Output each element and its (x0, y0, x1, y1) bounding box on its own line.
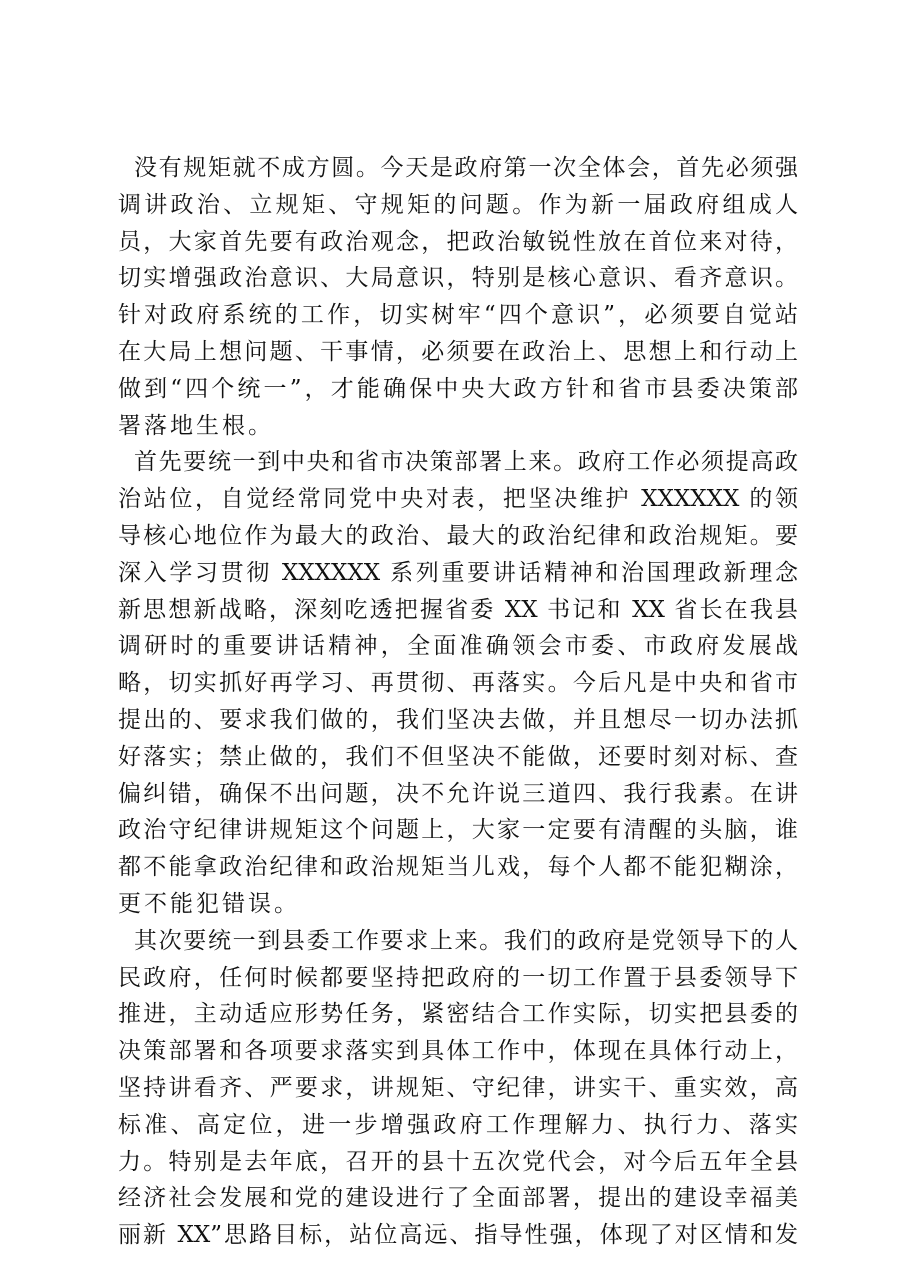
paragraph-line: 政治守纪律讲规矩这个问题上，大家一定要有清醒的头脑，谁 (118, 817, 798, 844)
paragraph-line: 力。特别是去年底，召开的县十五次党代会，对今后五年全县 (118, 1148, 798, 1175)
paragraph-line: 署落地生根。 (118, 412, 274, 439)
paragraph-line: 做到“四个统一”，才能确保中央大政方针和省市县委决策部 (118, 375, 798, 402)
paragraph-line: 推进，主动适应形势任务，紧密结合工作实际，切实把县委的 (118, 1001, 798, 1028)
paragraph-line: 标准、高定位，进一步增强政府工作理解力、执行力、落实 (118, 1111, 798, 1138)
paragraph-1 (118, 150, 798, 444)
paragraph-line: 丽新 XX”思路目标，站位高远、指导性强，体现了对区情和发 (118, 1222, 798, 1249)
paragraph-line: 导核心地位作为最大的政治、最大的政治纪律和政治规矩。要 (118, 522, 798, 549)
paragraph-line: 调研时的重要讲话精神，全面准确领会市委、市政府发展战 (118, 633, 798, 660)
document-body (118, 150, 798, 1254)
paragraph-line: 提出的、要求我们做的，我们坚决去做，并且想尽一切办法抓 (118, 706, 798, 733)
paragraph-line: 其次要统一到县委工作要求上来。我们的政府是党领导下的人 (134, 927, 798, 954)
paragraph-line: 调讲政治、立规矩、守规矩的问题。作为新一届政府组成人 (118, 191, 798, 218)
paragraph-2 (118, 444, 798, 922)
paragraph-line: 偏纠错，确保不出问题，决不允许说三道四、我行我素。在讲 (118, 780, 798, 807)
paragraph-line: 首先要统一到中央和省市决策部署上来。政府工作必须提高政 (134, 449, 798, 476)
paragraph-line: 更不能犯错误。 (118, 890, 300, 917)
paragraph-line: 民政府，任何时候都要坚持把政府的一切工作置于县委领导下 (118, 964, 798, 991)
paragraph-line: 深入学习贯彻 XXXXXX 系列重要讲话精神和治国理政新理念 (118, 559, 798, 586)
paragraph-line: 治站位，自觉经常同党中央对表，把坚决维护 XXXXXX 的领 (118, 486, 798, 513)
paragraph-line: 都不能拿政治纪律和政治规矩当儿戏，每个人都不能犯糊涂， (118, 854, 798, 881)
paragraph-line: 经济社会发展和党的建设进行了全面部署，提出的建设幸福美 (118, 1185, 798, 1212)
paragraph-line: 针对政府系统的工作，切实树牢“四个意识”，必须要自觉站 (118, 302, 798, 329)
paragraph-line: 坚持讲看齐、严要求，讲规矩、守纪律，讲实干、重实效，高 (118, 1074, 798, 1101)
paragraph-line: 新思想新战略，深刻吃透把握省委 XX 书记和 XX 省长在我县 (118, 596, 798, 623)
paragraph-3 (118, 923, 798, 1254)
paragraph-line: 决策部署和各项要求落实到具体工作中，体现在具体行动上， (118, 1038, 798, 1065)
paragraph-line: 在大局上想问题、干事情，必须要在政治上、思想上和行动上 (118, 338, 798, 365)
paragraph-line: 略，切实抓好再学习、再贯彻、再落实。今后凡是中央和省市 (118, 670, 798, 697)
paragraph-line: 好落实；禁止做的，我们不但坚决不能做，还要时刻对标、查 (118, 743, 798, 770)
paragraph-line: 员，大家首先要有政治观念，把政治敏锐性放在首位来对待， (118, 228, 798, 255)
paragraph-line: 没有规矩就不成方圆。今天是政府第一次全体会，首先必须强 (134, 155, 798, 181)
paragraph-line: 切实增强政治意识、大局意识，特别是核心意识、看齐意识。 (118, 265, 798, 292)
